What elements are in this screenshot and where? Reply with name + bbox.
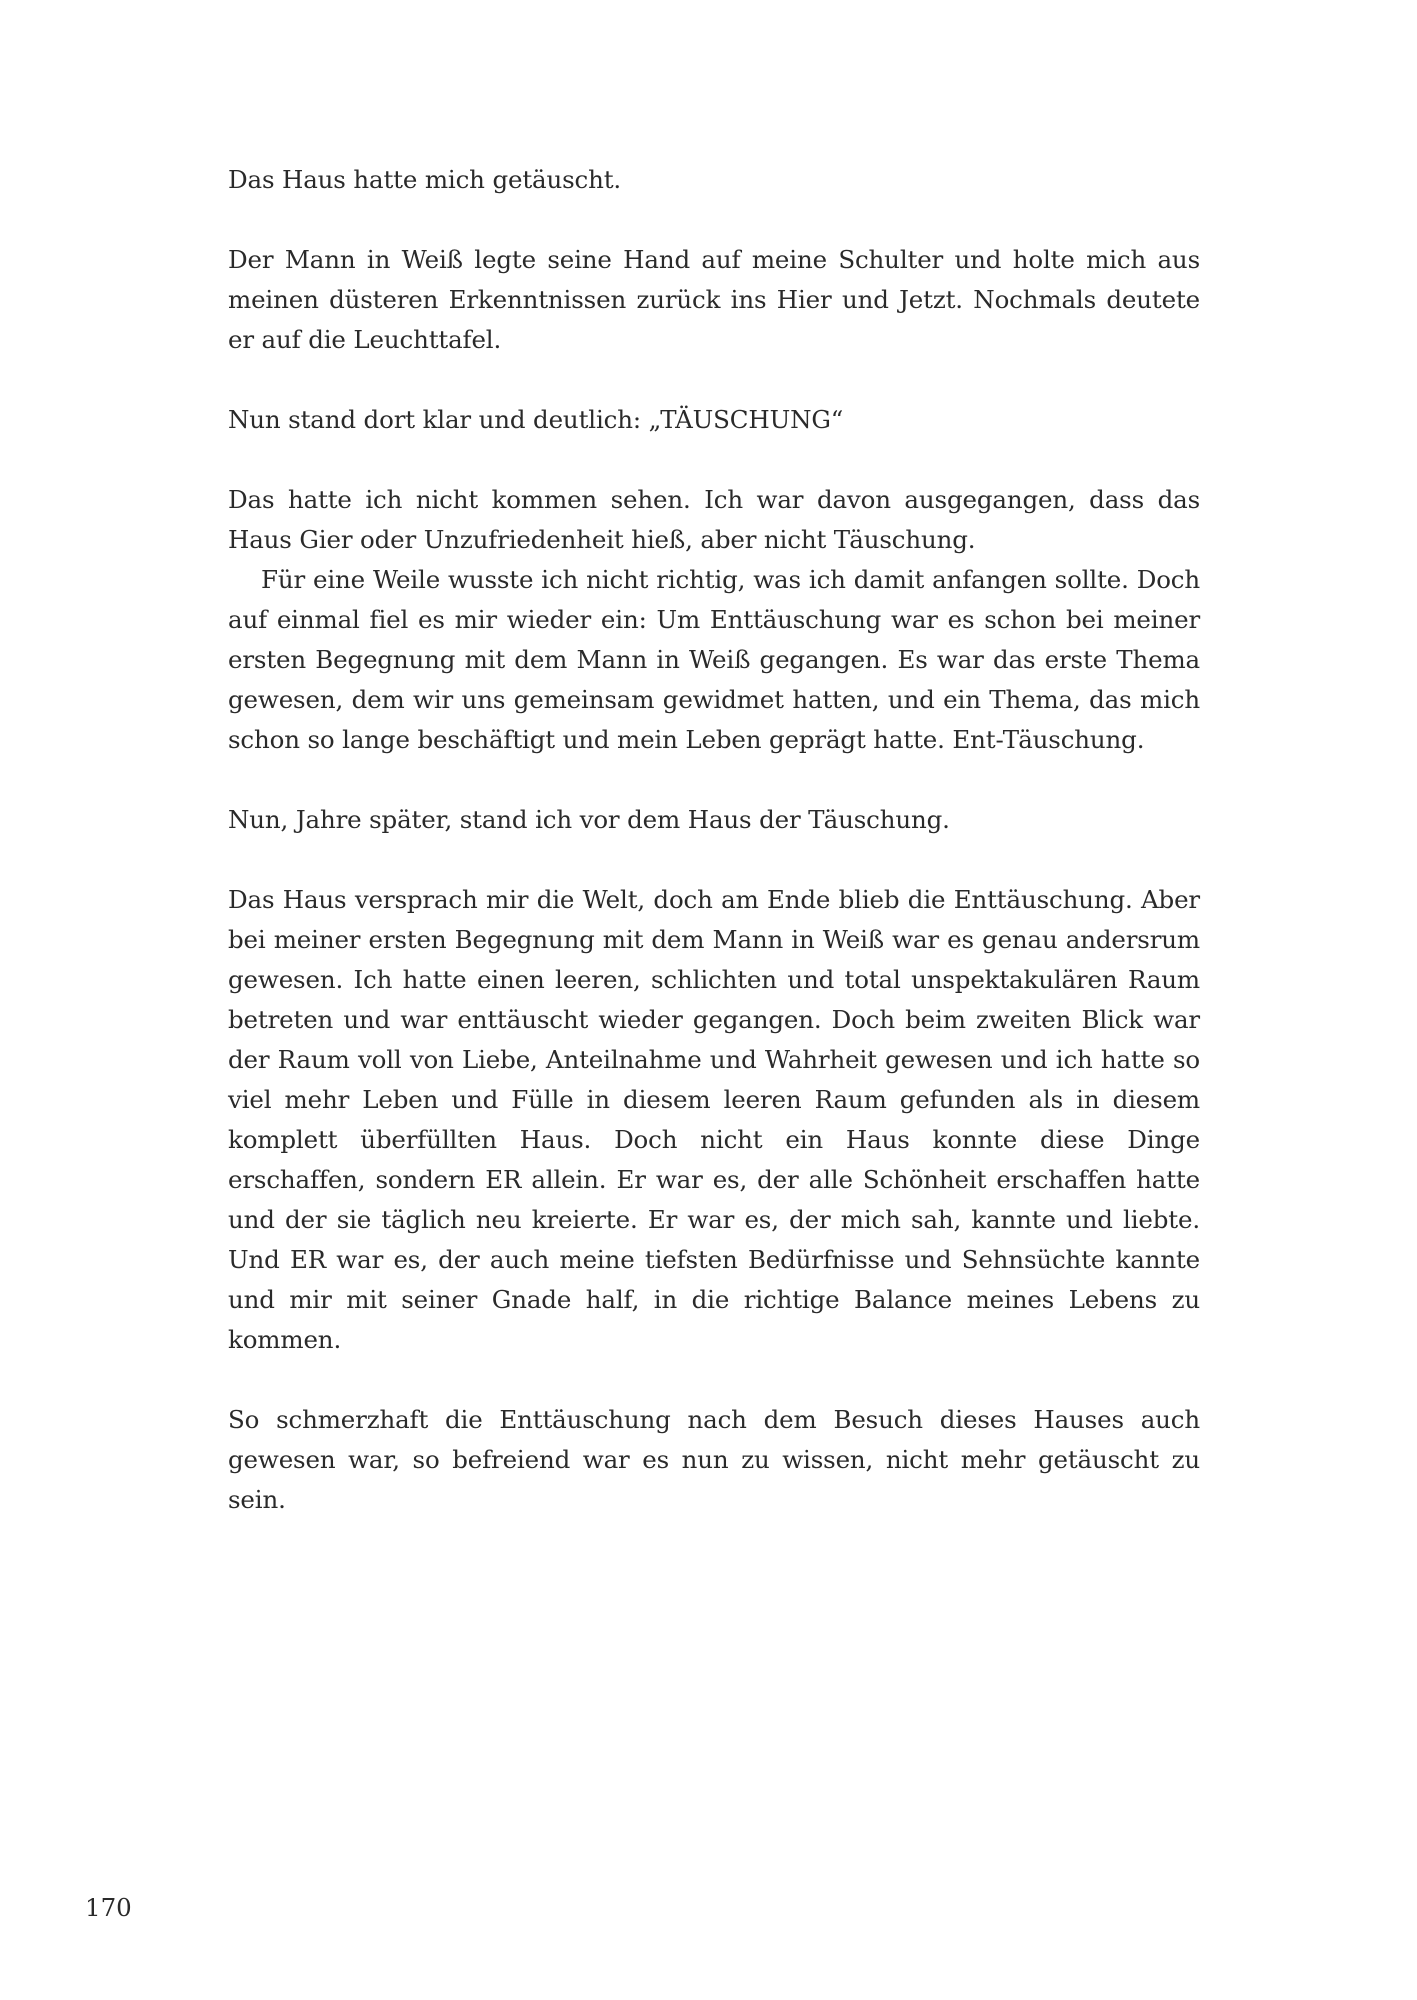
paragraph: Der Mann in Weiß legte seine Hand auf meine Schulter und holte mich aus meinen düsteren Erkenntnissen zurück ins Hier und Jetzt. Nochmals deutete er auf die Leuchttafel.: [228, 245, 1200, 354]
page-number: 170: [85, 1893, 132, 1922]
paragraph: Das Haus versprach mir die Welt, doch am Ende blieb die Enttäuschung. Aber bei meiner ersten Begegnung mit dem Mann in Weiß war es genau andersrum gewesen. Ich hatte einen leeren, schlichten und total unspektakulären Raum betreten und war enttäuscht wieder gegangen. Doch beim zweiten Blick war der Raum voll von Liebe, Anteilnahme und Wahrheit gewesen und ich hatte so viel mehr Leben und Fülle in diesem leeren Raum gefunden als in diesem komplett überfüllten Haus. Doch nicht ein Haus konnte diese Dinge erschaffen, sondern ER allein. Er war es, der alle Schönheit erschaffen hatte und der sie täglich neu kreierte. Er war es, der mich sah, kannte und liebte. Und ER war es, der auch meine tiefsten Bedürfnisse und Sehnsüchte kannte und mir mit seiner Gnade half, in die richtige Balance meines Lebens zu kommen.: [228, 885, 1200, 1354]
paragraph: Das Haus hatte mich getäuscht.: [228, 165, 622, 194]
paragraph: Das hatte ich nicht kommen sehen. Ich war davon ausgegangen, dass das Haus Gier oder Unzufriedenheit hieß, aber nicht Täuschung.: [228, 485, 1200, 554]
paragraph: Für eine Weile wusste ich nicht richtig, was ich damit anfangen sollte. Doch auf einmal fiel es mir wieder ein: Um Enttäuschung war es schon bei meiner ersten Begegnung mit dem Mann in Weiß gegangen. Es war das erste Thema gewesen, dem wir uns gemeinsam gewidmet hatten, und ein Thema, das mich schon so lange beschäftigt und mein Leben geprägt hatte. Ent-Täuschung.: [228, 565, 1200, 754]
paragraph: Nun stand dort klar und deutlich: „TÄUSCHUNG“: [228, 405, 844, 434]
paragraph: So schmerzhaft die Enttäuschung nach dem Besuch dieses Hauses auch gewesen war, so befreiend war es nun zu wissen, nicht mehr getäuscht zu sein.: [228, 1405, 1200, 1514]
paragraph: Nun, Jahre später, stand ich vor dem Haus der Täuschung.: [228, 805, 950, 834]
body-text: [228, 160, 1200, 1520]
